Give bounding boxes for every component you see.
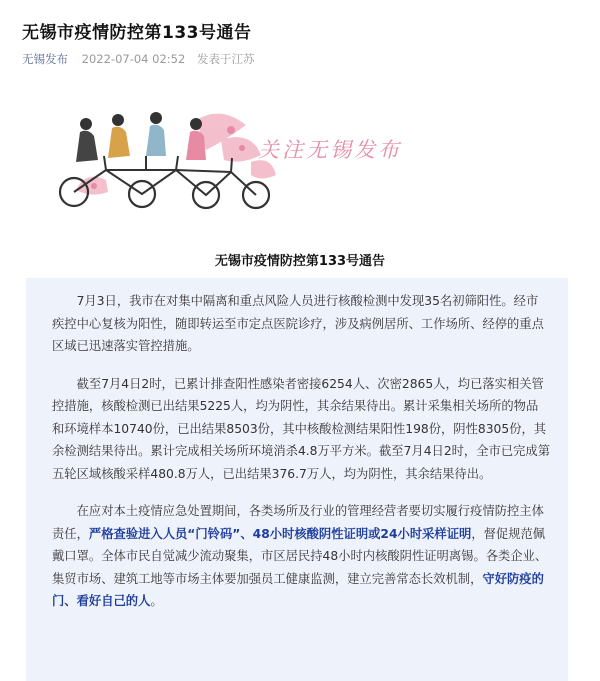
paragraph-3-emphasis-1: 严格查验进入人员“门铃码”、48小时核酸阴性证明或24小时采样证明 [88,526,472,541]
paragraph-3-text-b: ，督促规范佩戴口罩。全体市民自觉减少流动聚集，市区居民持48小时内核酸阴性证明离锡。各类企业、集贸市场、建筑工地等市场主体要加强员工健康监测，建立完善常态长效机制， [52,526,548,586]
publish-location: 发表于江苏 [196,52,255,66]
article-title: 无锡市疫情防控第133号通告 [22,23,252,43]
article-meta [22,51,254,67]
notice-content [26,278,568,681]
paragraph-3-text-c: 。 [150,594,163,608]
banner-follow-text: 关注无锡发布 [258,138,402,162]
paragraph-2: 截至7月4日2时，已累计排查阳性感染者密接6254人、次密2865人，均已落实相关管控措施，核酸检测已出结果5225人，均为阴性，其余结果待出。累计采集相关场所的物品和环境样本10740份，已出结果8503份，其中核酸检测结果阳性198份，阴性8305份，其余检测结果待出。累计完成相关场所环境消杀4.8万平方米。截至7月4日2时，全市已完成第五轮区域核酸采样480.8万人，已出结果376.7万人，均为阴性，其余结果待出。 [52,376,551,481]
paragraph-3-text-a: 在应对本土疫情应急处置期间，各类场所及行业的管理经营者要切实履行疫情防控主体责任， [52,504,544,541]
tandem-bicycle-illustration-icon [46,100,426,230]
paragraph-3 [52,500,550,613]
paragraph-3-emphasis-2: 守好防疫的门、看好自己的人 [52,571,544,608]
notice-heading: 无锡市疫情防控第133号通告 [214,254,386,269]
publish-time: 2022-07-04 02:52 [81,52,186,66]
paragraph-1: 7月3日，我市在对集中隔离和重点风险人员进行核酸检测中发现35名初筛阳性。经市疾控中心复核为阳性，随即转运至市定点医院诊疗，涉及病例居所、工作场所、经停的重点区域已迅速落实管控措施。 [52,294,544,353]
account-name-link[interactable]: 无锡发布 [22,52,68,66]
